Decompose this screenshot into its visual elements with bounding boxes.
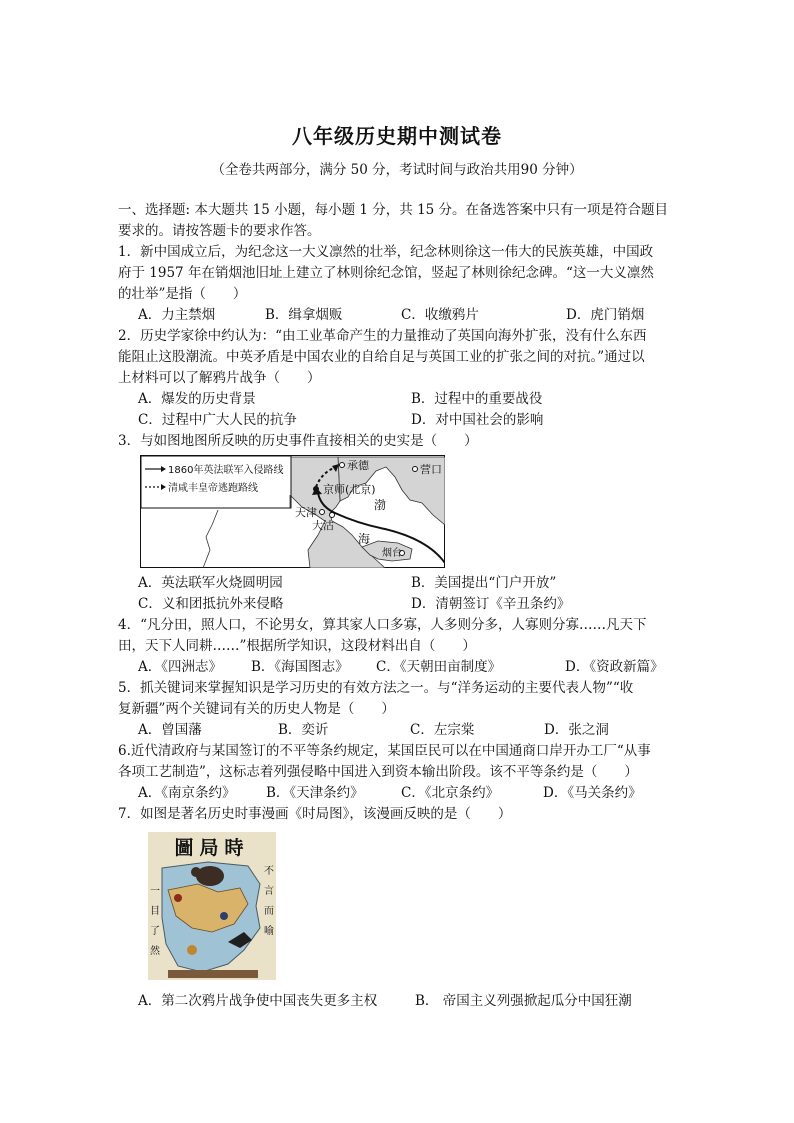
section-intro-line-1: 一、选择题: 本大题共 15 小题，每小题 1 分，共 15 分。在备选答案中只有一项是符合题目: [118, 202, 669, 218]
cartoon-ground: [168, 970, 258, 978]
q5-option-d[interactable]: D．张之洞: [544, 722, 609, 738]
shiju-tu-cartoon: [148, 832, 276, 980]
chengde-dot: [340, 463, 345, 468]
yingkou-dot: [413, 467, 418, 472]
q5-option-c[interactable]: C．左宗棠: [410, 722, 475, 738]
section-intro-line-2: 要求的。请按答题卡的要求作答。: [118, 223, 321, 239]
cartoon-left-text-char: 然: [150, 946, 160, 957]
q3-option-b[interactable]: B．美国提出“门户开放”: [411, 575, 557, 591]
q1-option-c[interactable]: C．收缴鸦片: [401, 307, 479, 323]
cartoon-bear: [196, 866, 224, 886]
dagu-label: 大沽: [312, 519, 334, 532]
q7-option-a[interactable]: A．第二次鸦片战争使中国丧失更多主权: [138, 993, 378, 1009]
q1-line-2: 府于 1957 年在销烟池旧址上建立了林则徐纪念馆，竖起了林则徐纪念碑。“这一大义凛然: [118, 265, 654, 281]
page-subtitle: （全卷共两部分，满分 50 分，考试时间与政治共用90 分钟）: [211, 162, 583, 178]
q1-option-d[interactable]: D．虎门销烟: [566, 307, 645, 323]
q6-option-d[interactable]: D．《马关条约》: [543, 785, 642, 801]
q4-option-b[interactable]: B．《海国图志》: [251, 659, 349, 675]
q6-option-b[interactable]: B．《天津条约》: [266, 785, 364, 801]
q4-option-c[interactable]: C．《天朝田亩制度》: [376, 659, 502, 675]
q5-line-1: 5．抓关键词来掌握知识是学习历史的有效方法之一。与“洋务运动的主要代表人物”“收: [118, 680, 634, 696]
legend-route-label: 1860年英法联军入侵路线: [168, 465, 284, 476]
cartoon-bear-head: [191, 867, 201, 877]
q2-line-1: 2．历史学家徐中约认为：“由工业革命产生的力量推动了英国向海外扩张，没有什么东西: [118, 328, 647, 344]
q4-option-d[interactable]: D．《资政新篇》: [565, 659, 664, 675]
yantai-label: 烟台: [382, 548, 402, 559]
dagu-dot: [330, 513, 335, 518]
q5-option-b[interactable]: B．奕䜣: [278, 722, 329, 738]
cartoon-right-text-char: 不: [264, 866, 274, 877]
beijing-label: 京师(北京): [323, 483, 376, 496]
cartoon-title: 圖局時: [174, 837, 250, 859]
cartoon-left-text-char: 一: [150, 886, 160, 897]
q6-option-c[interactable]: C．《北京条约》: [401, 785, 500, 801]
q6-option-a[interactable]: A．《南京条约》: [138, 785, 236, 801]
hai-label: 海: [358, 532, 371, 546]
cartoon-right-text-char: 喻: [264, 926, 274, 937]
q1-line-1: 1．新中国成立后，为纪念这一大义凛然的壮举，纪念林则徐这一伟大的民族英雄，中国政: [118, 244, 654, 260]
q4-line-2: 田，天下人同耕……”根据所学知识，这段材料出自（ ）: [118, 638, 476, 654]
q7-option-b[interactable]: B． 帝国主义列强掀起瓜分中国狂潮: [415, 993, 632, 1009]
q1-option-b[interactable]: B．缉拿烟贩: [265, 307, 343, 323]
q4-option-a[interactable]: A．《四洲志》: [138, 659, 222, 675]
chengde-label: 承德: [347, 459, 369, 472]
cartoon-sun: [187, 945, 197, 955]
map-legend-box: [141, 456, 291, 508]
beijing-dot: [313, 486, 319, 492]
q3-option-a[interactable]: A．英法联军火烧圆明园: [138, 575, 283, 591]
cartoon-right-text-char: 而: [264, 906, 274, 917]
cartoon-figure-1: [174, 894, 182, 902]
q6-line-2: 各项工艺制造”，这标志着列强侵略中国进入到资本输出阶段。该不平等条约是（ ）: [118, 764, 638, 780]
cartoon-right-text-char: 言: [264, 886, 274, 897]
q6-line-1: 6.近代清政府与某国签订的不平等条约规定，某国臣民可以在中国通商口岸开办工厂“从事: [118, 743, 651, 759]
cartoon-figure-2: [220, 912, 228, 920]
q4-line-1: 4．“凡分田，照人口，不论男女，算其家人口多寡，人多则分多，人寡则分寡……凡天下: [118, 617, 647, 633]
yingkou-label: 营口: [420, 463, 442, 476]
q2-line-3: 上材料可以了解鸦片战争（ ）: [118, 370, 321, 386]
q2-line-2: 能阻止这股潮流。中英矛盾是中国农业的自给自足与英国工业的扩张之间的对抗。”通过以: [118, 349, 645, 365]
q1-option-a[interactable]: A．力主禁烟: [138, 307, 216, 323]
q2-option-c[interactable]: C．过程中广大人民的抗争: [138, 412, 297, 428]
q5-line-2: 复新疆”两个关键词有关的历史人物是（ ）: [118, 701, 395, 717]
q3-option-d[interactable]: D．清朝签订《辛丑条约》: [411, 596, 571, 612]
page-title: 八年级历史期中测试卷: [292, 124, 502, 148]
tianjin-label: 天津: [295, 506, 317, 519]
q2-option-b[interactable]: B．过程中的重要战役: [411, 391, 543, 407]
q1-line-3: 的壮举”是指（ ）: [118, 286, 247, 302]
historical-map: [140, 455, 445, 568]
bo-label: 渤: [374, 498, 387, 512]
q3-option-c[interactable]: C．义和团抵抗外来侵略: [138, 596, 284, 612]
cartoon-left-text-char: 目: [150, 906, 160, 917]
legend-flee-label: 清咸丰皇帝逃跑路线: [168, 483, 258, 494]
q7-line-1: 7．如图是著名历史时事漫画《时局图》，该漫画反映的是（ ）: [118, 806, 512, 822]
q2-option-a[interactable]: A．爆发的历史背景: [138, 391, 256, 407]
q2-option-d[interactable]: D．对中国社会的影响: [411, 412, 544, 428]
q3-line-1: 3．与如图地图所反映的历史事件直接相关的史实是（ ）: [118, 433, 478, 449]
tianjin-dot: [320, 510, 325, 515]
q5-option-a[interactable]: A．曾国藩: [138, 722, 202, 738]
cartoon-left-text-char: 了: [150, 926, 160, 937]
